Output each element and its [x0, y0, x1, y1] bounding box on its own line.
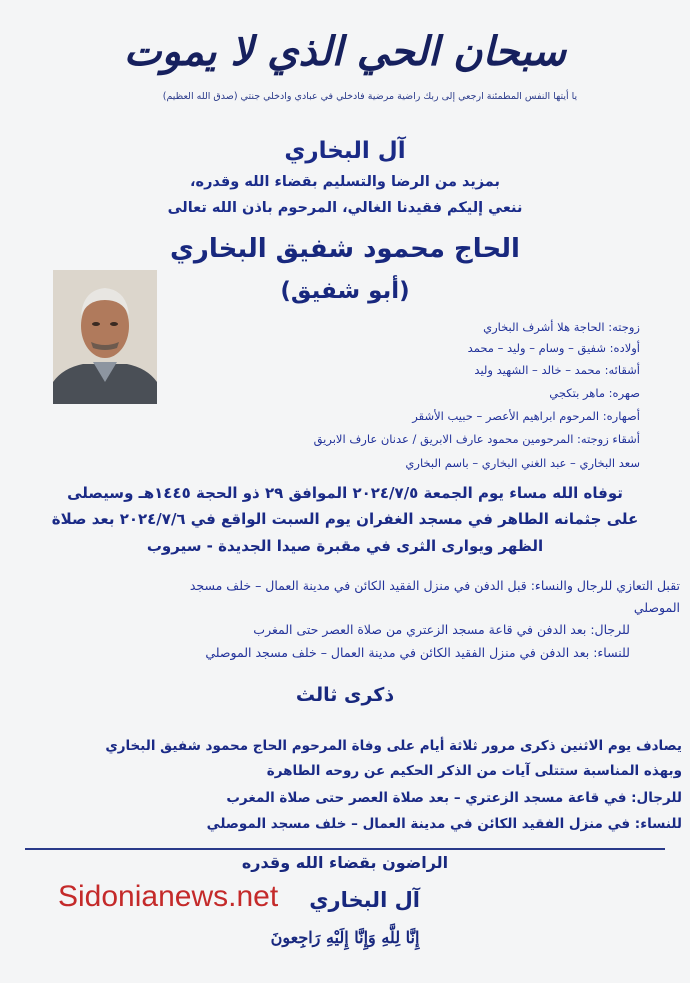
condolences-women: للنساء: بعد الدفن في منزل الفقيد الكائن في مدينة العمال – خلف مسجد الموصلي	[205, 645, 630, 660]
relative-in-laws: أصهاره: المرحوم ابراهيم الأعصر – حبيب الأشقر	[412, 409, 640, 423]
deceased-nickname: (أبو شفيق)	[280, 278, 410, 304]
relative-son-in-law: صهره: ماهر بتكجي	[549, 386, 640, 400]
third-day-line-1: يصادف يوم الاثنين ذكرى مرور ثلاثة أيام على وفاة المرحوم الحاج محمود شفيق البخاري	[105, 738, 682, 754]
footer-verse: إِنَّا لِلَّهِ وَإِنَّا إِلَيْهِ رَاجِعونَ	[270, 928, 420, 947]
condolences-men: للرجال: بعد الدفن في قاعة مسجد الزعتري من صلاة العصر حتى المغرب	[253, 622, 630, 637]
relative-wife-brothers: أشقاء زوجته: المرحومين محمود عارف الابريق / عدنان عارف الابريق	[313, 432, 640, 446]
deceased-photo	[53, 270, 157, 404]
third-day-line-3: للرجال: في قاعة مسجد الزعتري – بعد صلاة العصر حتى صلاة المغرب	[226, 790, 682, 806]
third-day-line-2: وبهذه المناسبة ستتلى آيات من الذكر الحكيم عن روحه الطاهرة	[266, 763, 682, 779]
intro-line-2: ننعي إليكم فقيدنا الغالي، المرحوم باذن الله تعالى	[167, 200, 523, 216]
relative-children: أولاده: شفيق – وسام – وليد – محمد	[467, 341, 640, 355]
footer-acceptance: الراضون بقضاء الله وقدره	[241, 853, 449, 872]
condolences-line-1: تقبل التعازي للرجال والنساء: قبل الدفن في منزل الفقيد الكائن في مدينة العمال – خلف مسجد	[189, 578, 680, 593]
condolences-line-1b: الموصلي	[633, 600, 680, 615]
portrait-image	[53, 270, 157, 404]
intro-line-1: بمزيد من الرضا والتسليم بقضاء الله وقدره،	[190, 174, 500, 190]
third-day-title: ذكرى ثالث	[295, 684, 395, 706]
website-watermark[interactable]: Sidonianews.net	[58, 880, 279, 913]
footer-family: آل البخاري	[309, 888, 420, 912]
quran-verse: يا أيتها النفس المطمئنة ارجعي إلى ربك راضية مرضية فادخلي في عبادي وادخلي جنتي (صدق الله العظيم)	[162, 91, 578, 102]
third-day-line-4: للنساء: في منزل الفقيد الكائن في مدينة العمال – خلف مسجد الموصلي	[206, 816, 682, 832]
relative-others: سعد البخاري – عبد الغني البخاري – باسم البخاري	[405, 456, 640, 470]
relative-wife: زوجته: الحاجة هلا أشرف البخاري	[483, 320, 640, 334]
relative-brothers: أشقائه: محمد – خالد – الشهيد وليد	[474, 363, 640, 377]
calligraphy-header: سبحان الحي الذي لا يموت	[123, 28, 567, 75]
family-title: آل البخاري	[284, 138, 406, 164]
deceased-name: الحاج محمود شفيق البخاري	[170, 234, 520, 264]
divider-line	[25, 848, 665, 850]
death-notice-line-3: الظهر ويوارى الثرى في مقبرة صيدا الجديدة - سيروب	[146, 537, 544, 555]
death-notice-line-2: على جثمانه الطاهر في مسجد الغفران يوم السبت الواقع في ٢٠٢٤/٧/٦ بعد صلاة	[51, 510, 639, 528]
death-notice-line-1: توفاه الله مساء يوم الجمعة ٢٠٢٤/٧/٥ الموافق ٢٩ ذو الحجة ١٤٤٥هـ وسيصلى	[67, 484, 623, 502]
